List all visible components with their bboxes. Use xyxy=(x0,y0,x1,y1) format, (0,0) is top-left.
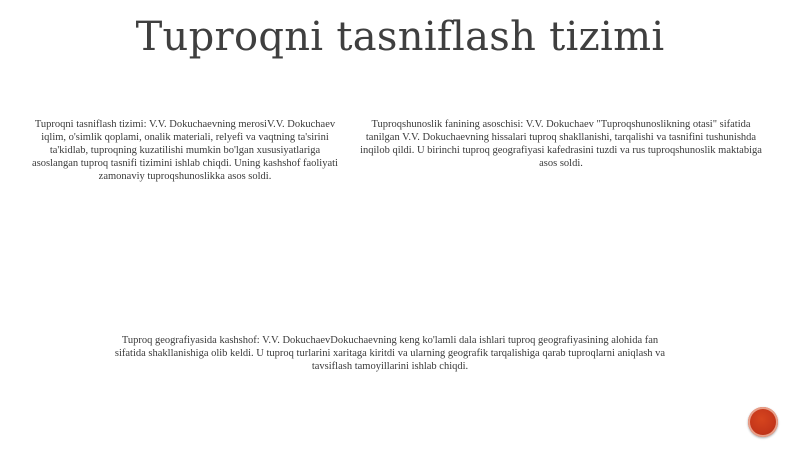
next-slide-button[interactable] xyxy=(748,407,778,437)
paragraph-left: Tuproqni tasniflash tizimi: V.V. Dokuchaevning merosiV.V. Dokuchaev iqlim, o'simlik qoplami, onalik materiali, relyefi va vaqtning ta'sirini ta'kidlab, tuproqning kuzatilishi mumkin bo'lgan xususiyatlariga asoslangan tuproq tasnifi tizimini ishlab chiqdi. Uning kashshof faoliyati zamonaviy tuproqshunoslikka asos soldi. xyxy=(32,119,338,182)
slide-title: Tuproqni tasniflash tizimi xyxy=(135,14,665,60)
paragraph-bottom: Tuproq geografiyasida kashshof: V.V. DokuchaevDokuchaevning keng ko'lamli dala ishlari tuproq geografiyasining alohida fan sifatida shakllanishiga olib keldi. U tuproq turlarini xaritaga kiritdi va ularning geografik tarqalishiga qarab tuproqlarni aniqlash va tavsiflash tamoyillarini ishlab chiqdi. xyxy=(114,335,666,372)
paragraph-right: Tuproqshunoslik fanining asoschisi: V.V. Dokuchaev "Tuproqshunoslikning otasi" sifatida tanilgan V.V. Dokuchaevning hissalari tuproq shakllanishi, tarqalishi va tasnifini tushunishda inqilob qildi. U birinchi tuproq geografiyasi kafedrasini tuzdi va rus tuproqshunoslik maktabiga asos soldi. xyxy=(360,119,762,169)
